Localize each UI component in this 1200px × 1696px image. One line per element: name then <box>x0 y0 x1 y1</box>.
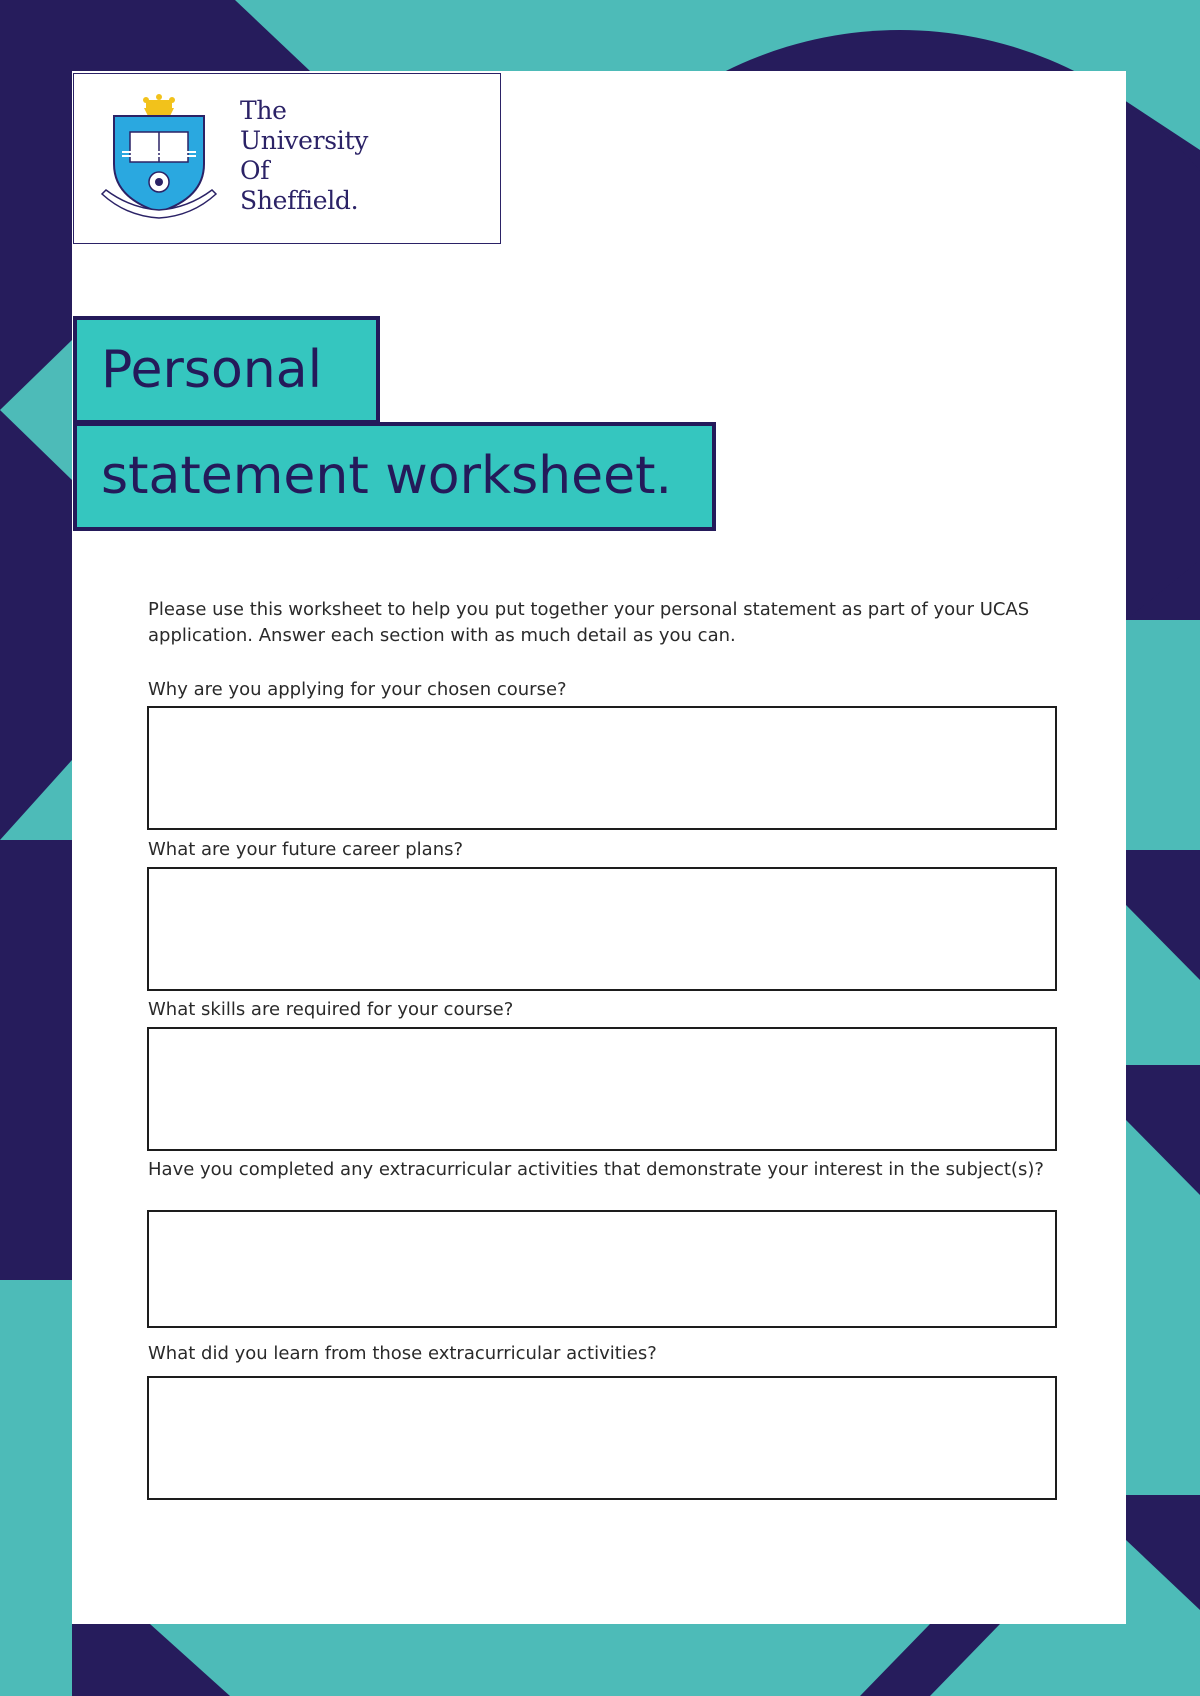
university-wordmark <box>240 96 368 216</box>
question-label-skills: What skills are required for your course? <box>148 999 514 1020</box>
answer-field-skills[interactable] <box>147 1027 1057 1151</box>
answer-field-career[interactable] <box>147 867 1057 991</box>
page-title-line-2: statement worksheet. <box>73 422 716 531</box>
page-title-line-1: Personal <box>73 316 380 424</box>
university-logo <box>73 73 501 244</box>
question-label-extracurricular: Have you completed any extracurricular activities that demonstrate your interest in the subject(s)? <box>148 1159 1044 1180</box>
question-label-learned: What did you learn from those extracurricular activities? <box>148 1343 657 1364</box>
answer-field-course[interactable] <box>147 706 1057 830</box>
wordmark-line: The <box>240 96 287 125</box>
wordmark-line: Sheffield. <box>240 186 359 215</box>
question-label-course: Why are you applying for your chosen course? <box>148 679 567 700</box>
wordmark-line: Of <box>240 156 270 185</box>
university-crest-icon <box>96 94 222 226</box>
wordmark-line: University <box>240 126 369 155</box>
answer-field-learned[interactable] <box>147 1376 1057 1500</box>
intro-text: Please use this worksheet to help you put together your personal statement as part of your UCAS application. Answer each section with as much detail as you can. <box>148 599 1030 646</box>
question-label-career: What are your future career plans? <box>148 839 464 860</box>
answer-field-extracurricular[interactable] <box>147 1210 1057 1328</box>
